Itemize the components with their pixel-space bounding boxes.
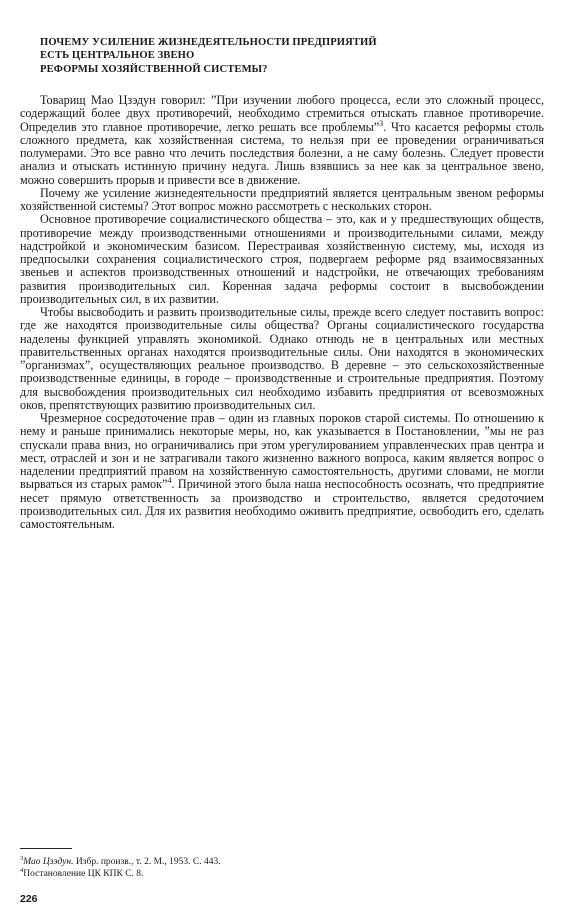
paragraph-5 <box>20 412 544 531</box>
section-heading <box>40 36 520 76</box>
footnote-divider <box>20 848 72 849</box>
paragraph-1-text-b: . Что касается реформы столь сложного предмета, как хозяйственная система, то нельзя при ее проведении ограничиваться полумерами. Это все равно что лечить последствия болезни, а не саму болезнь. Следует провести анализ и отыскать истинную причину недуга. Лишь взявшись за нее как за центральное звено, можно совершить прорыв и привести все в движение. <box>20 119 544 187</box>
body-text <box>20 94 544 531</box>
footnote-3-marker: 3 <box>20 854 24 862</box>
footnote-4 <box>20 868 540 880</box>
footnote-ref-4[interactable]: 4 <box>167 476 172 486</box>
footnote-3 <box>20 856 540 868</box>
heading-line-1: ПОЧЕМУ УСИЛЕНИЕ ЖИЗНЕДЕЯТЕЛЬНОСТИ ПРЕДПРИЯТИЙ <box>40 37 377 48</box>
paragraph-5-text-b: . Причиной этого была наша неспособность осознать, что предприятие несет прямую ответственность за производство и строительство, является средоточием производительных сил. Для их развития необходимо оживить предприятие, освободить его, сделать самостоятельным. <box>20 477 544 531</box>
footnote-3-author: Мао Цзэдун. <box>23 857 74 867</box>
paragraph-2: Почему же усиление жизнедеятельности предприятий является центральным звеном реформы хозяйственной системы? Этот вопрос можно рассмотреть с нескольких сторон. <box>20 185 544 213</box>
paragraph-4: Чтобы высвободить и развить производительные силы, прежде всего следует поставить вопрос: где же находятся производительные силы общества? Органы социалистического государства наделены функцией управлять экономикой. Однако отнюдь не в центральных или местных правительственных органах находятся производительные силы. Они находятся в экономических ”организмах”, осуществляющих реальное производство. В деревне – это сельскохозяйственные производственные единицы, в городе – производственные и строительные предприятия. Поэтому для высвобождения производительных сил необходимо избавить предприятия от всевозможных оков, препятствующих развитию производительных сил. <box>20 305 544 412</box>
footnotes <box>20 856 540 880</box>
footnote-3-text: Избр. произв., т. 2. М., 1953. С. 443. <box>73 857 221 867</box>
paragraph-5-text-a: Чрезмерное сосредоточение прав – один из главных пороков старой системы. По отношению к нему и раньше принимались некоторые меры, но, как указывается в Постановлении, ”мы не раз спускали права вниз, но ограничивались при этом урегулированием управленческих прав центра и мест, отраслей и зон и не затрагивали такого жизненно важного вопроса, каким является вопрос о наделении предприятий правом на хозяйственную самостоятельность, другими словами, не могли вырваться из старых рамок” <box>20 411 544 492</box>
heading-line-3: РЕФОРМЫ ХОЗЯЙСТВЕННОЙ СИСТЕМЫ? <box>40 63 268 75</box>
footnote-4-marker: 4 <box>20 866 24 874</box>
page-number: 226 <box>20 893 38 905</box>
paragraph-1-text-a: Товарищ Мао Цзэдун говорил: ”При изучении любого процесса, если это сложный процесс, содержащий более двух противоречий, необходимо стремиться отыскать главное противоречие. Определив это главное противоречие, легко решать все проблемы” <box>20 93 544 134</box>
footnote-4-text: Постановление ЦК КПК С. 8. <box>23 869 144 879</box>
heading-line-2: ЕСТЬ ЦЕНТРАЛЬНОЕ ЗВЕНО <box>40 50 195 62</box>
paragraph-3: Основное противоречие социалистического общества – это, как и у предшествующих обществ, противоречие между производственными отношениями и производительными силами, между надстройкой и экономическим базисом. Перестраивая хозяйственную систему, мы, исходя из предпосылки сохранения социалистического строя, подвергаем реформе ряд взаимосвязанных звеньев и аспектов производственных отношений и надстройки, не отвечающих требованиям развития производительных сил. Коренная задача реформы состоит в высвобождении производительных сил, в их развитии. <box>20 212 544 306</box>
paragraph-1 <box>20 94 544 187</box>
footnote-ref-3[interactable]: 3 <box>379 118 384 128</box>
